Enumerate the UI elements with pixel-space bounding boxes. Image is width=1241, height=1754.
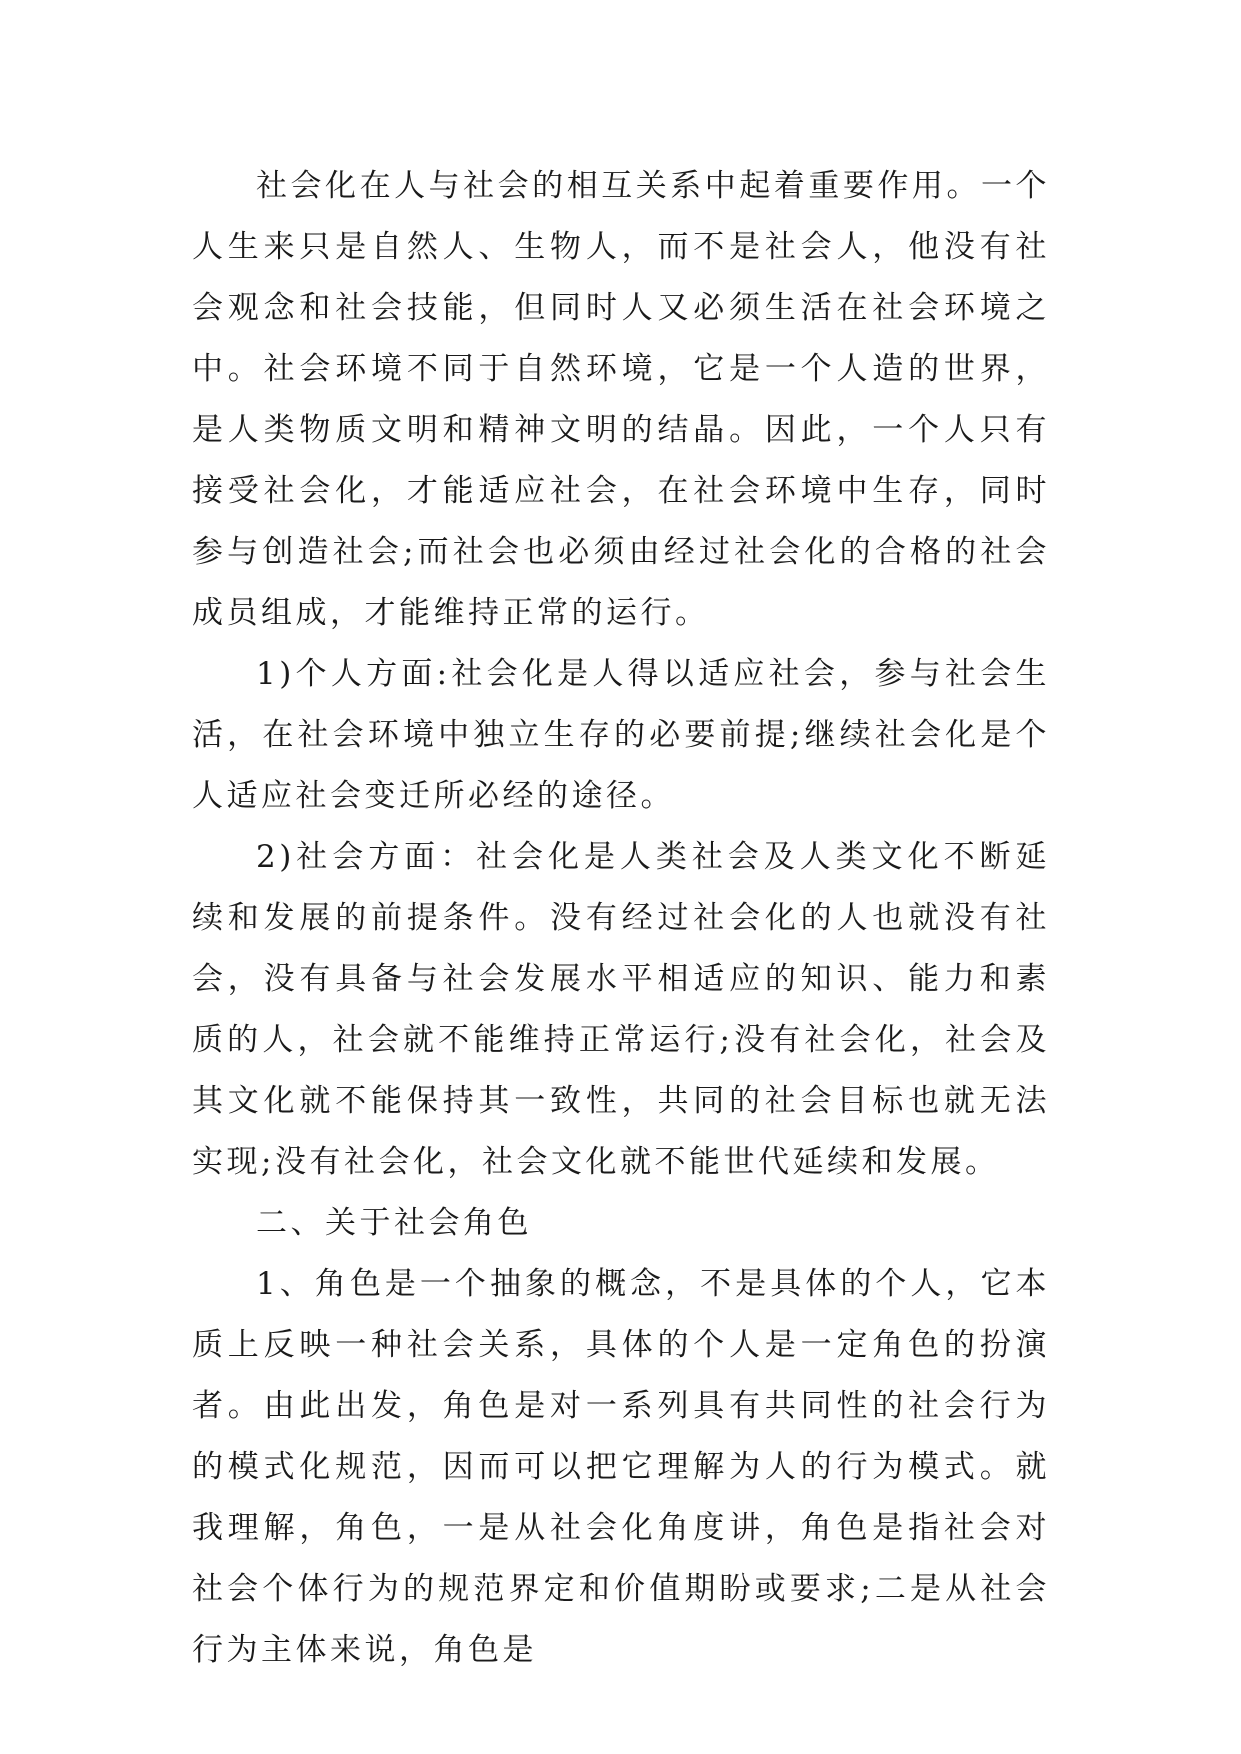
paragraph-socialization-role: 社会化在人与社会的相互关系中起着重要作用。一个人生来只是自然人、生物人，而不是社会人，他没有社会观念和社会技能，但同时人又必须生活在社会环境之中。社会环境不同于自然环境，它是一个人造的世界，是人类物质文明和精神文明的结晶。因此，一个人只有接受社会化，才能适应社会，在社会环境中生存，同时参与创造社会;而社会也必须由经过社会化的合格的社会成员组成，才能维持正常的运行。 — [192, 168, 1050, 631]
document-page — [192, 156, 1050, 1681]
section-heading-social-role: 二、关于社会角色 — [256, 1205, 532, 1241]
paragraph-individual-aspect: 1)个人方面:社会化是人得以适应社会，参与社会生活，在社会环境中独立生存的必要前提;继续社会化是个人适应社会变迁所必经的途径。 — [192, 656, 1050, 814]
paragraph-role-concept: 1、角色是一个抽象的概念，不是具体的个人，它本质上反映一种社会关系，具体的个人是一定角色的扮演者。由此出发，角色是对一系列具有共同性的社会行为的模式化规范，因而可以把它理解为人的行为模式。就我理解，角色，一是从社会化角度讲，角色是指社会对社会个体行为的规范界定和价值期盼或要求;二是从社会行为主体来说，角色是 — [192, 1266, 1050, 1668]
paragraph-social-aspect: 2)社会方面：社会化是人类社会及人类文化不断延续和发展的前提条件。没有经过社会化的人也就没有社会，没有具备与社会发展水平相适应的知识、能力和素质的人，社会就不能维持正常运行;没有社会化，社会及其文化就不能保持其一致性，共同的社会目标也就无法实现;没有社会化，社会文化就不能世代延续和发展。 — [192, 839, 1050, 1180]
